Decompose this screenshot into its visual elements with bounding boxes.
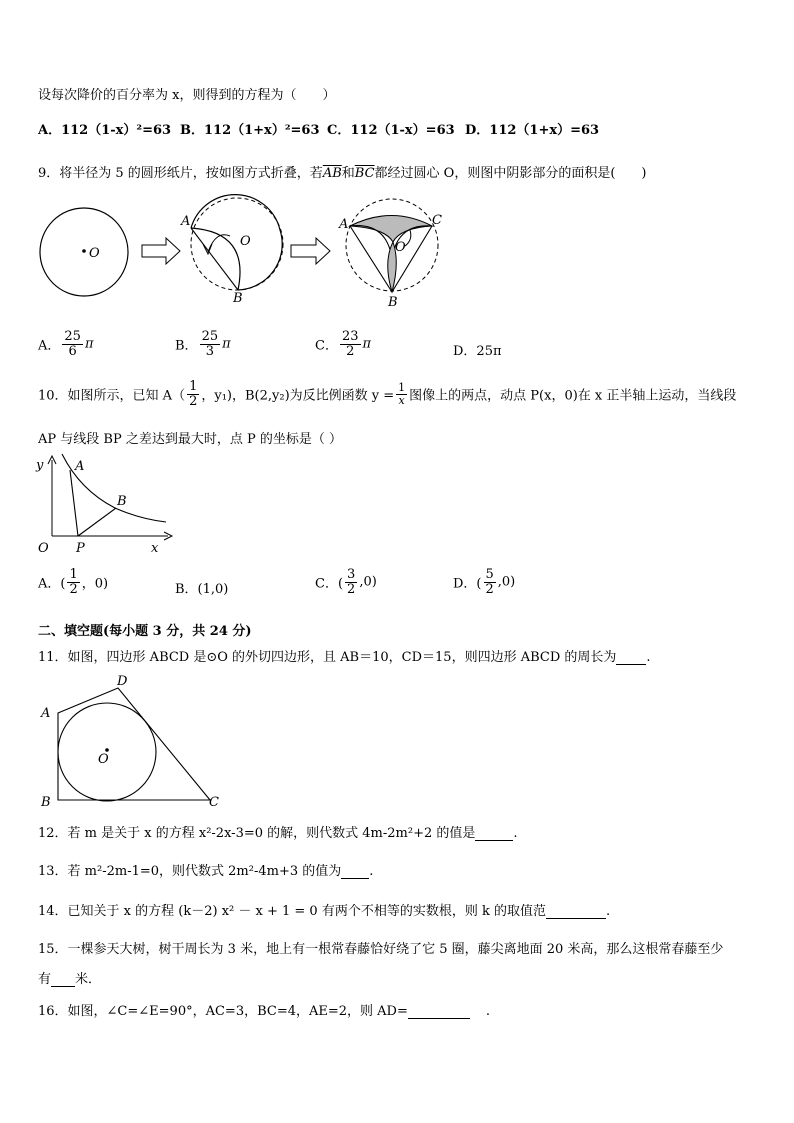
fig3-label-c: C <box>432 213 442 228</box>
q16-answer-blank <box>408 1004 470 1019</box>
q11-label-o: O <box>98 752 109 767</box>
q8-option-d: D．112（1+x）=63 <box>465 123 600 138</box>
fig3-label-o: O <box>395 240 406 255</box>
q15-answer-blank <box>51 972 75 987</box>
q15-stem-line1: 15．一棵参天大树，树干周长为 3 米，地上有一根常春藤恰好绕了它 5 圈，藤尖离地面 20 米高，那么这根常春藤至少 <box>38 942 724 957</box>
fig3-label-a: A <box>339 217 349 232</box>
arc-ab: $\overline{AB}$ <box>322 166 342 181</box>
fig3-label-b: B <box>388 295 398 310</box>
q16-stem: 16．如图，∠C=∠E=90°，AC=3，BC=4，AE=2，则 AD= . <box>38 1004 491 1019</box>
fig2-label-a: A <box>181 214 191 229</box>
q8-option-a: A．112（1-x）²=63 <box>38 123 172 138</box>
q9-option-d: D．25π <box>453 344 502 359</box>
q10-label-o: O <box>38 541 49 556</box>
q8-option-b: B．112（1+x）²=63 <box>180 123 320 138</box>
q8-stem: 设每次降价的百分率为 x，则得到的方程为（ ） <box>38 88 336 103</box>
q10-axis-y: y <box>36 458 44 473</box>
q8-option-c: C．112（1-x）=63 <box>327 123 455 138</box>
q10-option-c: C．( $\frac{3}{2}$ ,0) <box>315 567 377 597</box>
q11-label-a: A <box>41 706 51 721</box>
section-title-fill-in: 二、填空题(每小题 3 分，共 24 分) <box>38 624 252 639</box>
q13-answer-blank <box>341 864 369 879</box>
q9-option-c: C． $\frac{23}{2}$ π <box>315 329 372 359</box>
q10-stem-line2: AP 与线段 BP 之差达到最大时，点 P 的坐标是（ ） <box>38 432 342 447</box>
q10-label-a: A <box>75 459 85 474</box>
q13-stem: 13．若 m²-2m-1=0，则代数式 2m²-4m+3 的值为 . <box>38 864 374 879</box>
q14-answer-blank <box>546 904 606 919</box>
q12-answer-blank <box>475 826 513 841</box>
q11-stem: 11．如图，四边形 ABCD 是⊙O 的外切四边形，且 AB＝10，CD＝15，则四边形 ABCD 的周长为 . <box>38 650 651 665</box>
q11-label-c: C <box>209 795 219 810</box>
q10-label-b: B <box>117 494 127 509</box>
q10-option-d: D．( $\frac{5}{2}$ ,0) <box>453 567 516 597</box>
arc-bc: $\overline{BC}$ <box>354 166 375 181</box>
q11-label-b: B <box>41 795 51 810</box>
q10-label-p: P <box>76 541 85 556</box>
fig2-label-b: B <box>233 291 243 306</box>
fig2-label-o: O <box>240 234 251 249</box>
fig1-label-o: O <box>89 246 100 261</box>
q10-option-a: A．( $\frac{1}{2}$ ，0) <box>38 567 109 597</box>
q10-axis-x: x <box>151 541 159 556</box>
q10-option-b: B．(1,0) <box>175 582 229 597</box>
q9-option-a: A． $\frac{25}{6}$ π <box>38 329 94 359</box>
q10-stem-line1: 10．如图所示，已知 A（ $\frac{1}{2}$ ，y₁)，B(2,y₂)为反比例函数 y = $\frac{1}{x}$ 图像上的两点，动点 P(x，0)在 x 正半轴上运动，当线段 <box>38 379 737 409</box>
q11-label-d: D <box>117 674 128 689</box>
q9-stem: 9．将半径为 5 的圆形纸片，按如图方式折叠，若$\overline{AB}$和$\overline{BC}$都经过圆心 O，则图中阴影部分的面积是( ) <box>38 166 647 181</box>
q14-stem: 14．已知关于 x 的方程 (k－2) x² － x + 1 = 0 有两个不相等的实数根，则 k 的取值范 . <box>38 904 611 919</box>
q12-stem: 12．若 m 是关于 x 的方程 x²-2x-3=0 的解，则代数式 4m-2m²+2 的值是 . <box>38 826 518 841</box>
q9-option-b: B． $\frac{25}{3}$ π <box>175 329 231 359</box>
q15-stem-line2: 有 米． <box>38 972 102 987</box>
